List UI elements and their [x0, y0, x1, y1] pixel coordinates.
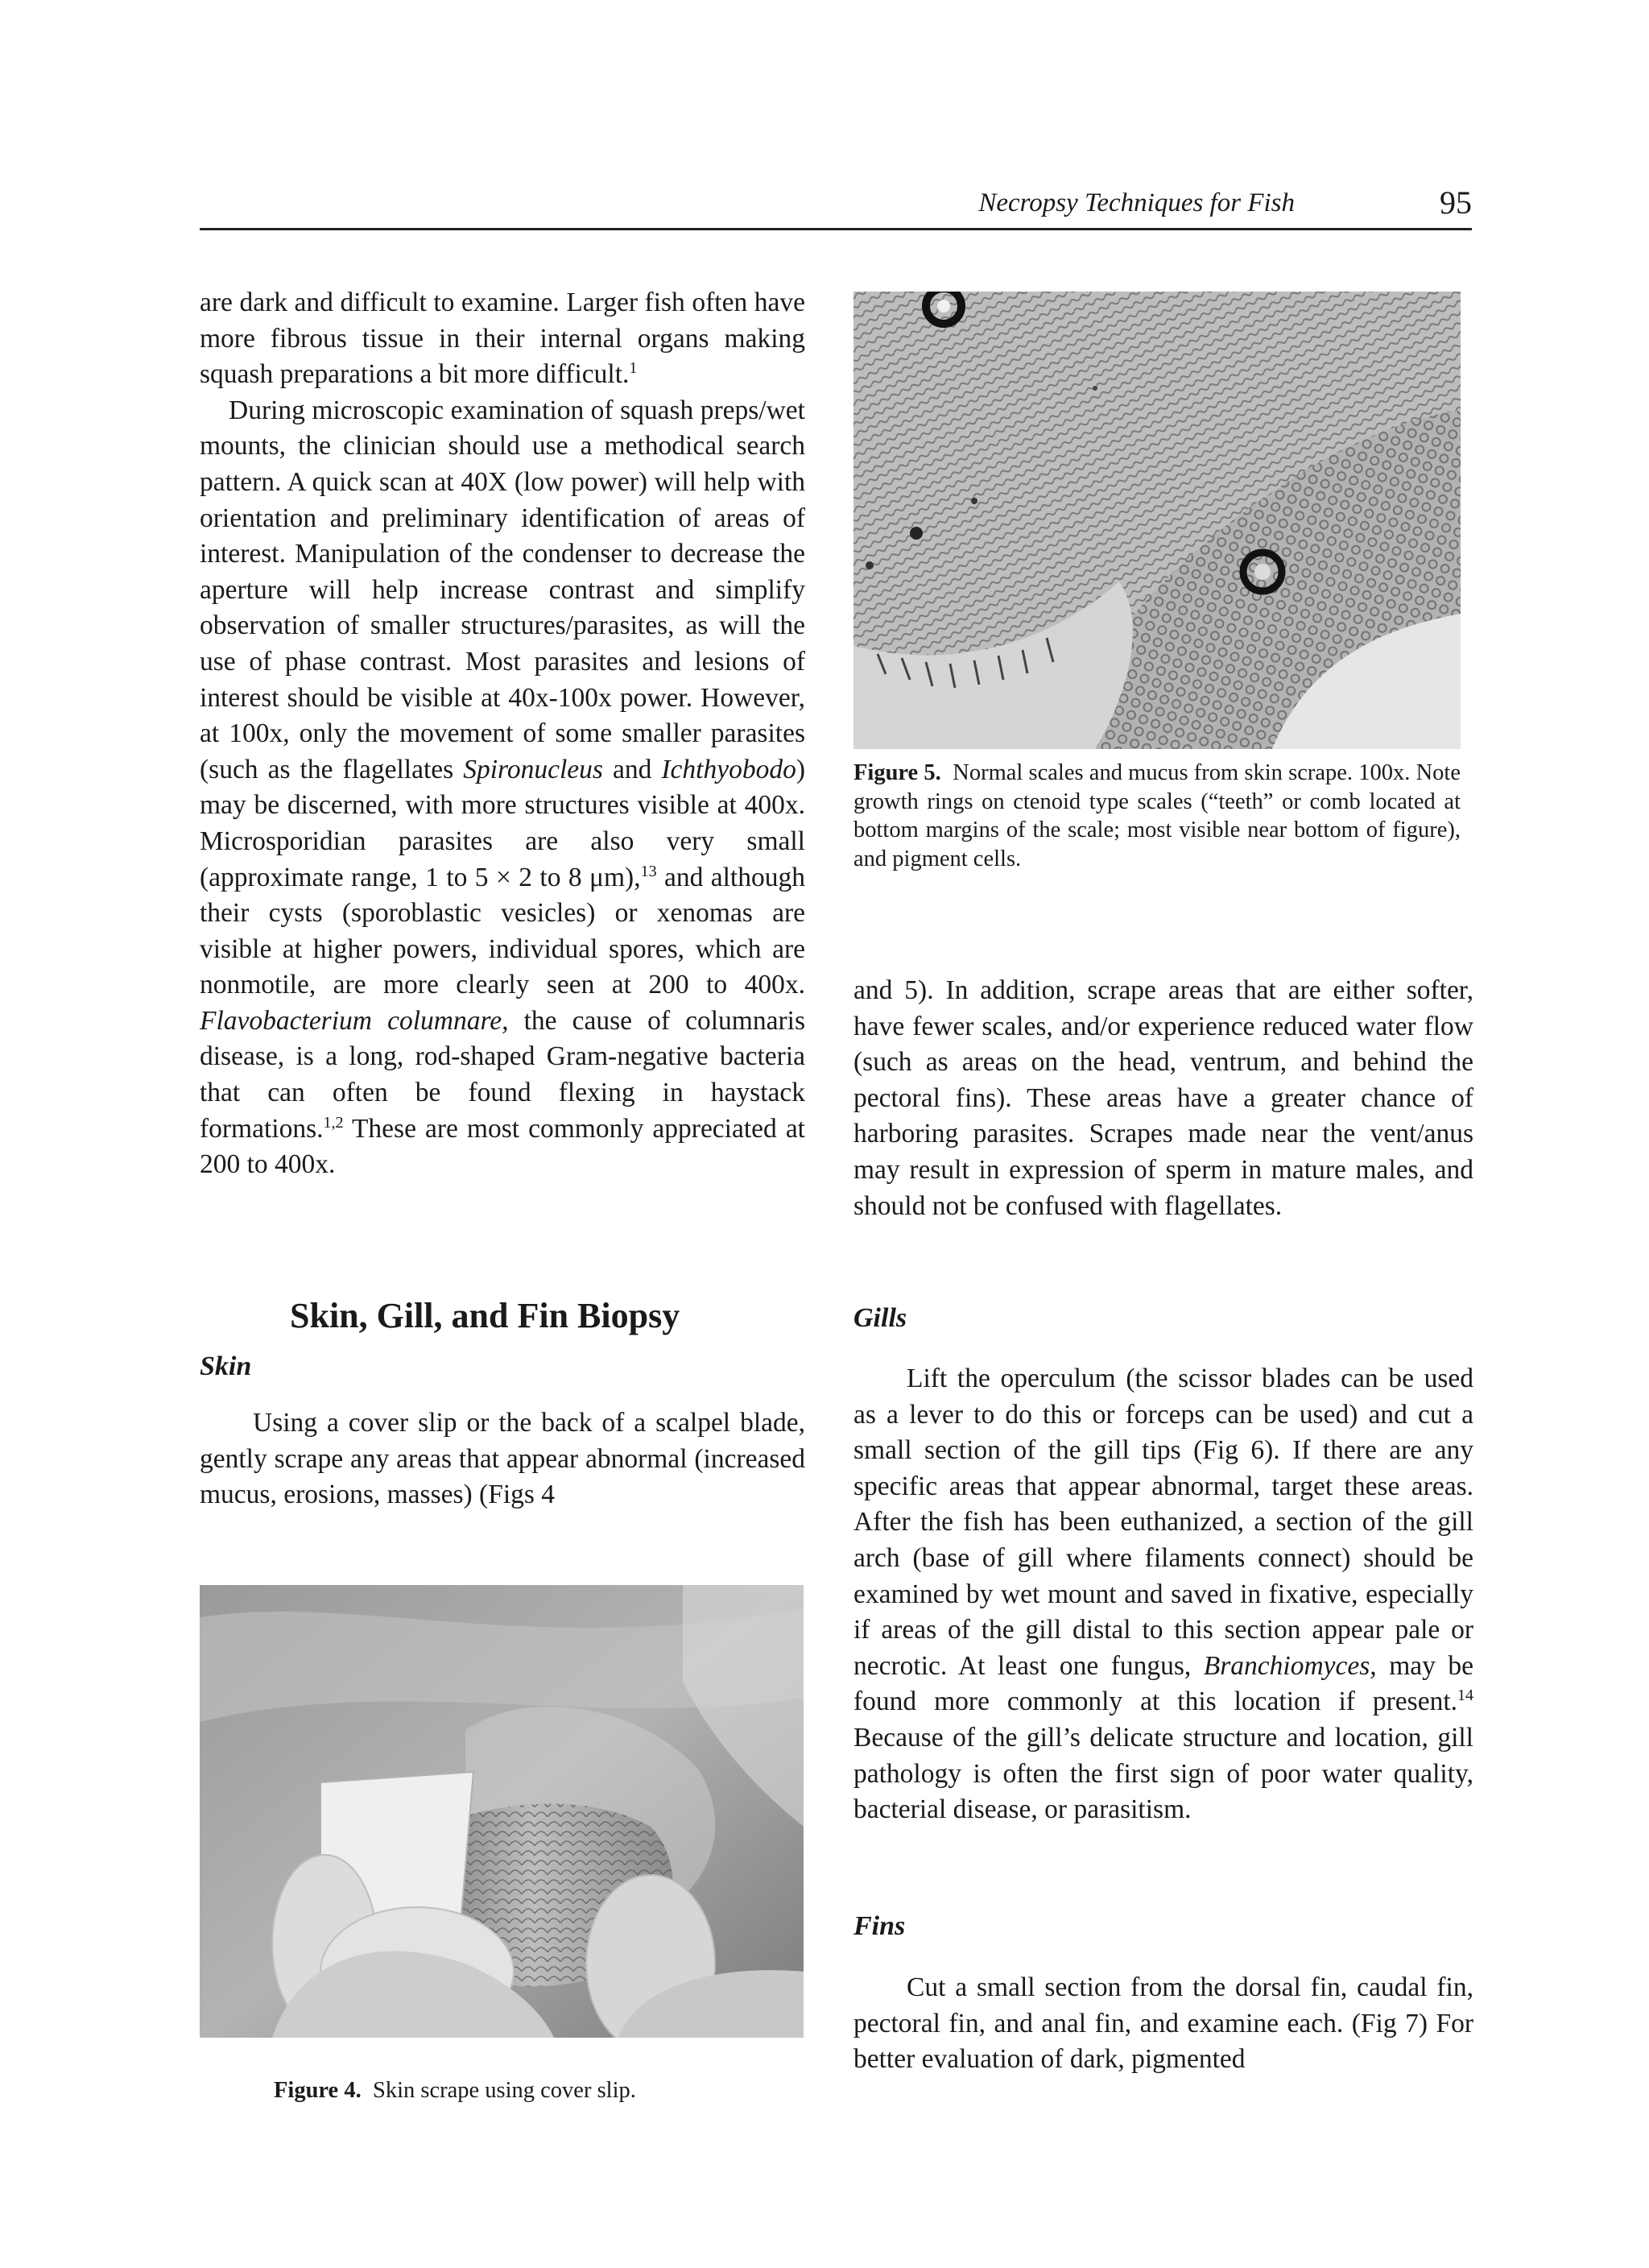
skin-scrape-photo — [200, 1585, 804, 2038]
italic-genus: Spironucleus — [463, 754, 603, 784]
skin-paragraph-continued: and 5). In addition, scrape areas that are either softer, have fewer scales, and/or experience reduced water flow (such as areas on the head, ventrum, and behind the pectoral fins). These areas have a greater chance of harboring parasites. Scrapes made near the vent/anus may result in expression of sperm in mature males, and should not be confused with flagellates. — [853, 975, 1473, 1221]
section-heading: Skin, Gill, and Fin Biopsy — [290, 1296, 680, 1335]
reference-superscript: 13 — [640, 862, 657, 880]
subheading-fins: Fins — [853, 1911, 906, 1941]
running-title: Necropsy Techniques for Fish — [978, 188, 1295, 217]
left-column-body — [200, 285, 805, 1183]
paragraph-microscopy: During microscopic examination of squash preps/wet mounts, the clinician should use a methodical search pattern. A quick scan at 40X (low power) will help with orientation and preliminary identification of areas of interest. Manipulation of the condenser to decrease the aperture will help increase contrast and simplify observation of smaller structures/parasites, as will the use of phase contrast. Most parasites and lesions of interest should be visible at 40x-100x power. However, at 100x, only the movement of some smaller parasites (such as the flagellates Spironucleus and Ichthyobodo) may be discerned, with more structures visible at 400x. Microsporidian parasites are also very small (approximate range, 1 to 5 × 2 to 8 μm),$^{13}$ and although their cysts (sporoblastic vesicles) or xenomas are visible at higher powers, individual spores, which are nonmotile, are more clearly seen at 200 to 400x. Flavobacterium columnare, the cause of columnaris disease, is a long, rod-shaped Gram-negative bacteria that can often be found flexing in haystack formations.$^{1,2}$ These are most commonly appreciated at 200 to 400x. — [200, 395, 805, 1180]
figure-4-photo — [200, 1585, 804, 2038]
page-number: 95 — [1440, 184, 1472, 221]
figure-4-caption: Figure 4. Skin scrape using cover slip. — [274, 2078, 636, 2103]
subheading-gills: Gills — [853, 1303, 907, 1333]
italic-genus: Ichthyobodo — [661, 754, 796, 784]
micrograph-scales — [853, 292, 1461, 749]
figure-5-caption: Figure 5. Normal scales and mucus from skin scrape. 100x. Note growth rings on ctenoid type scales (“teeth” or comb located at bottom margins of the scale; most visible near bottom of figure), and pigment cells. — [853, 760, 1461, 871]
figure-label: Figure 4. — [274, 2078, 362, 2103]
reference-superscript: 1,2 — [323, 1113, 344, 1132]
figure-5-photo — [853, 292, 1461, 749]
paragraph-continued: are dark and difficult to examine. Larger fish often have more fibrous tissue in their internal organs making squash preparations a bit more difficult.$^1$ — [200, 288, 805, 390]
fins-paragraph: Cut a small section from the dorsal fin, caudal fin, pectoral fin, and anal fin, and examine each. (Fig 7) For better evaluation of dark, pigmented — [853, 1972, 1473, 2075]
gills-paragraph: Lift the operculum (the scissor blades can be used as a lever to do this or forceps can be used) and cut a small section of the gill tips (Fig 6). If there are any specific areas that appear abnormal, target these areas. After the fish has been euthanized, a section of the gill arch (base of gill where filaments connect) should be examined by wet mount and saved in fixative, especially if areas of the gill distal to this section appear pale or necrotic. At least one fungus, Branchiomyces, may be found more commonly at this location if present.$^{14}$ Because of the gill’s delicate structure and location, gill pathology is often the first sign of poor water quality, bacterial disease, or parasitism. — [853, 1364, 1474, 1825]
italic-species: Flavobacterium columnare, — [200, 1005, 509, 1036]
subheading-skin: Skin — [200, 1351, 252, 1381]
italic-genus: Branchiomyces, — [1203, 1650, 1377, 1681]
header-rule — [200, 228, 1472, 230]
running-head — [200, 184, 1472, 232]
reference-superscript: 14 — [1457, 1687, 1473, 1705]
skin-paragraph: Using a cover slip or the back of a scalpel blade, gently scrape any areas that appear abnormal (increased mucus, erosions, masses) (Figs 4 — [200, 1408, 805, 1510]
figure-label: Figure 5. — [853, 760, 941, 785]
reference-superscript: 1 — [629, 359, 638, 378]
